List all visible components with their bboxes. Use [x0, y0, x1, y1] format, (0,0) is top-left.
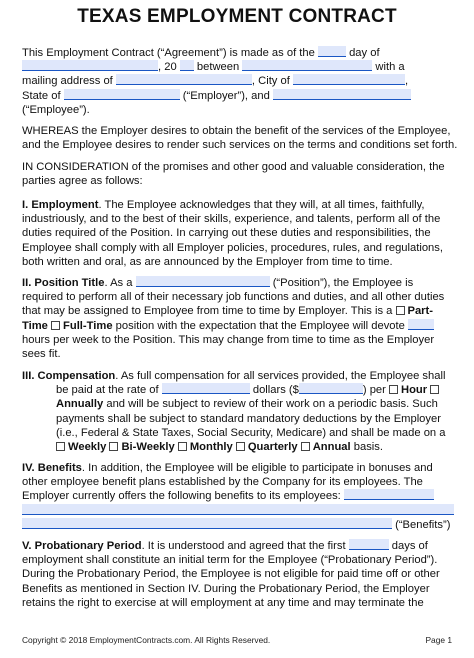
- section-heading: IV. Benefits: [22, 462, 82, 474]
- intro-text: with a: [375, 61, 405, 74]
- employment-line: industriously, and to the best of their skills, experience, and talents, perform all of the: [22, 213, 441, 226]
- position-line: hours per week to the Position. This may change from time to time as the Employer: [22, 333, 435, 346]
- intro-text: day of: [349, 47, 380, 59]
- intro-text: , 20: [158, 61, 177, 74]
- hours-field[interactable]: [408, 319, 434, 330]
- compensation-text: basis.: [353, 441, 383, 454]
- monthly-label: Monthly: [189, 441, 233, 454]
- employer-name-field[interactable]: [242, 60, 372, 71]
- position-line: required to perform all of their necessary job functions and duties, and all other duties: [22, 291, 445, 304]
- benefits-text: (“Benefits”): [395, 518, 451, 531]
- annually-label: Annually: [56, 398, 104, 411]
- intro-section: This Employment Contract (“Agreement”) is made as of the day of , 20 between with a mailing address of , City of , State of (“Employer”), and (“Employee”).: [22, 46, 454, 117]
- employment-line: duties required of the Position. In carrying out these duties and responsibilities, the: [22, 227, 431, 240]
- whereas-line: WHEREAS the Employer desires to obtain the benefit of the services of the Employee,: [22, 125, 451, 137]
- position-section: [22, 276, 454, 361]
- probation-text: days of: [391, 540, 428, 552]
- benefits-field[interactable]: [22, 504, 454, 515]
- compensation-text: dollars ($: [252, 384, 299, 397]
- weekly-checkbox[interactable]: [56, 442, 65, 451]
- document-title: TEXAS EMPLOYMENT CONTRACT: [77, 6, 397, 27]
- part-time-checkbox[interactable]: [396, 306, 405, 315]
- compensation-text: and will be subject to review of their work on a periodic basis. Such: [106, 398, 438, 411]
- benefits-line: other employee benefit plans established by the Company for its employees. The: [22, 476, 423, 489]
- benefits-text: Employer currently offers the following benefits to its employees:: [22, 490, 341, 503]
- rate-words-field[interactable]: [162, 383, 250, 394]
- part-time-label: Time: [22, 319, 48, 332]
- biweekly-label: Bi-Weekly: [121, 441, 175, 454]
- biweekly-checkbox[interactable]: [109, 442, 118, 451]
- employee-name-field[interactable]: [273, 89, 411, 100]
- probation-days-field[interactable]: [349, 539, 389, 550]
- hour-checkbox[interactable]: [389, 385, 398, 394]
- annually-checkbox[interactable]: [430, 385, 439, 394]
- employment-text: . The Employee acknowledges that they will, at all times, faithfully,: [98, 199, 425, 211]
- probation-section: [22, 539, 454, 610]
- day-field[interactable]: [318, 46, 346, 57]
- probation-line: During the Probationary Period, the Employee is not eligible for paid time off or other: [22, 568, 440, 581]
- compensation-line: payments shall be subject to standard mandatory deductions by the Employer: [56, 412, 441, 425]
- position-text: . As a: [104, 277, 133, 289]
- part-time-label: Part-: [407, 305, 433, 318]
- page-number: Page 1: [425, 635, 452, 645]
- compensation-line: (i.e., Federal & State Taxes, Social Security, Medicare) and shall be made on a: [56, 426, 446, 439]
- position-text: (“Position”), the Employee is: [272, 277, 414, 289]
- annual-label: Annual: [312, 441, 351, 454]
- intro-text: (“Employee”).: [22, 103, 90, 116]
- probation-line: Benefits as mentioned in Section IV. During the Probationary Period, the Employer: [22, 582, 430, 595]
- intro-text: State of: [22, 89, 61, 102]
- employer-city-field[interactable]: [293, 74, 405, 85]
- probation-line: employment shall constitute an initial term for the Employee (“Probationary Period”).: [22, 554, 438, 567]
- employment-section: [22, 198, 454, 269]
- employer-address-field[interactable]: [116, 74, 252, 85]
- section-heading: V. Probationary Period: [22, 540, 142, 552]
- benefits-field[interactable]: [344, 489, 434, 500]
- rate-amount-field[interactable]: [299, 383, 363, 394]
- compensation-text: ) per: [362, 384, 386, 397]
- full-time-checkbox[interactable]: [51, 321, 60, 330]
- intro-text: This Employment Contract (“Agreement”) is made as of the: [22, 47, 315, 59]
- annual-checkbox[interactable]: [301, 442, 310, 451]
- position-text: that may be assigned to Employee from time to time by Employer. This is a: [22, 305, 393, 318]
- compensation-section: [22, 369, 454, 454]
- whereas-line: and the Employee desires to render such services on the terms and conditions set forth.: [22, 139, 458, 152]
- employment-line: both written and oral, as are announced by the Employer from time to time.: [22, 255, 393, 268]
- probation-text: . It is understood and agreed that the first: [141, 540, 346, 552]
- compensation-text: be paid at the rate of: [56, 384, 159, 397]
- section-heading: II. Position Title: [22, 277, 105, 289]
- intro-text: between: [196, 61, 240, 74]
- consideration-section: [22, 160, 454, 188]
- intro-text: (“Employer”), and: [182, 89, 270, 102]
- employer-state-field[interactable]: [64, 89, 180, 100]
- quarterly-label: Quarterly: [247, 441, 298, 454]
- intro-text: , City of: [251, 75, 290, 88]
- hour-label: Hour: [401, 384, 428, 397]
- compensation-text: . As full compensation for all services provided, the Employee shall: [115, 370, 446, 382]
- year-field[interactable]: [180, 60, 194, 71]
- full-time-label: Full-Time: [63, 319, 113, 332]
- quarterly-checkbox[interactable]: [236, 442, 245, 451]
- weekly-label: Weekly: [68, 441, 107, 454]
- position-text: position with the expectation that the Employee will devote: [115, 319, 405, 332]
- benefits-section: [22, 461, 454, 532]
- consideration-line: parties agree as follows:: [22, 175, 143, 188]
- copyright-footer: Copyright © 2018 EmploymentContracts.com. All Rights Reserved.: [22, 635, 271, 645]
- whereas-section: [22, 124, 458, 152]
- probation-line: retains the right to exercise at will employment at any time and may terminate the: [22, 596, 424, 609]
- consideration-line: IN CONSIDERATION of the promises and other good and valuable consideration, the: [22, 161, 445, 173]
- monthly-checkbox[interactable]: [178, 442, 187, 451]
- benefits-field[interactable]: [22, 518, 392, 529]
- position-line: sees fit.: [22, 348, 61, 361]
- section-heading: I. Employment: [22, 199, 99, 211]
- position-title-field[interactable]: [136, 276, 270, 287]
- month-field[interactable]: [22, 60, 158, 71]
- intro-text: mailing address of: [22, 75, 113, 88]
- employment-line: Employee shall comply with all Employer policies, procedures, rules, and regulations,: [22, 241, 443, 254]
- benefits-text: . In addition, the Employee will be eligible to participate in bonuses and: [81, 462, 433, 474]
- section-heading: III. Compensation: [22, 370, 116, 382]
